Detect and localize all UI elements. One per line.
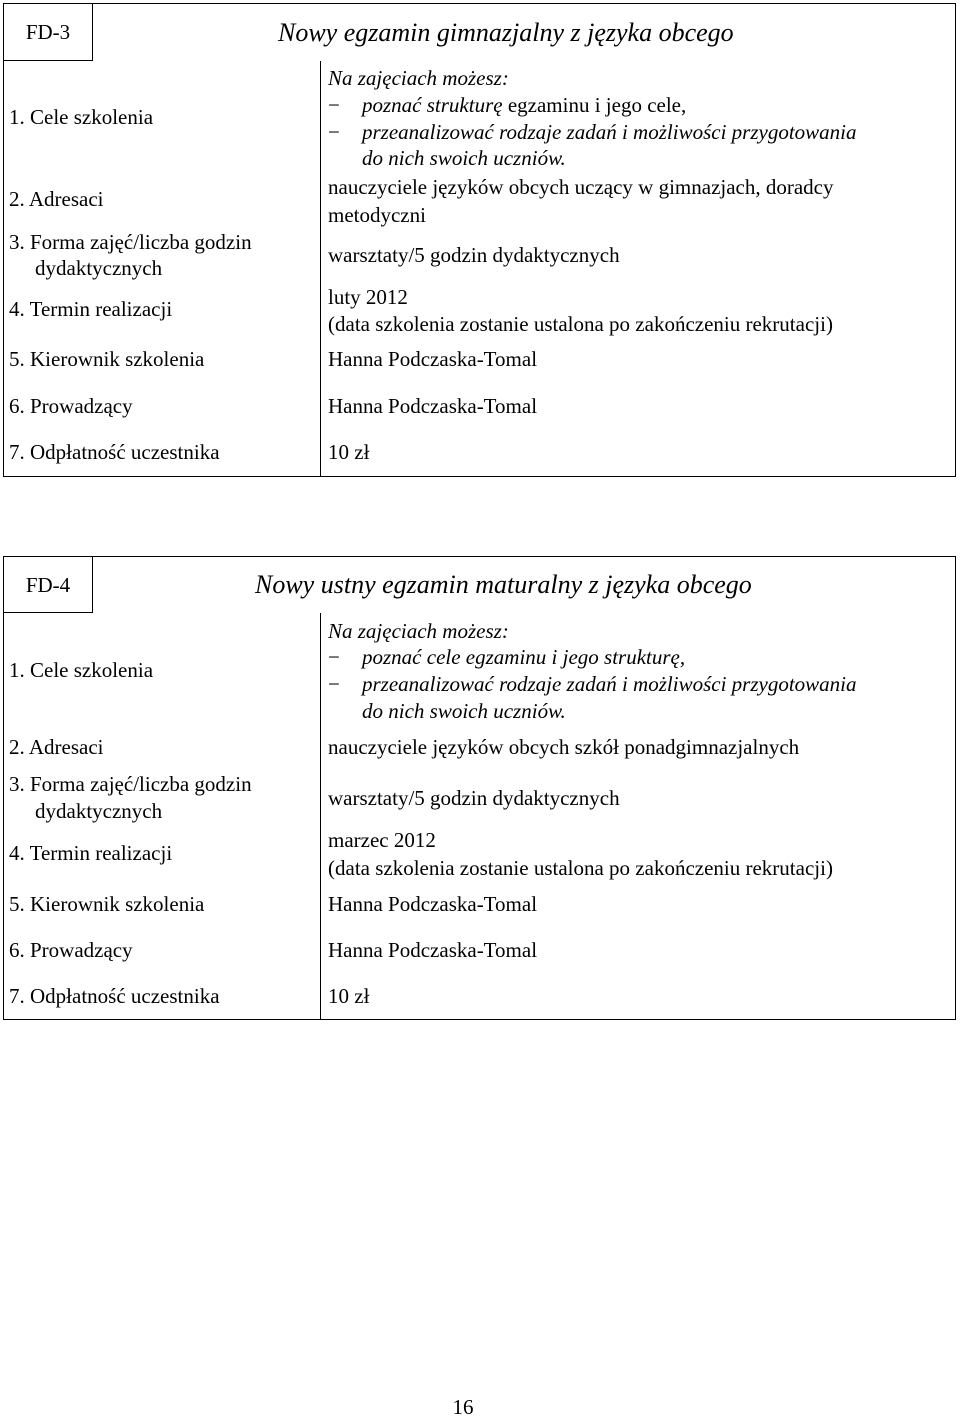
- date-note: (data szkolenia zostanie ustalona po zakończeniu rekrutacji): [328, 856, 833, 880]
- form-value: warsztaty/5 godzin dydaktycznych: [328, 243, 620, 267]
- course-code-cell: [4, 557, 93, 613]
- column-divider: [320, 61, 321, 476]
- form-label-line1: 3. Forma zajęć/liczba godzin: [9, 772, 252, 796]
- course-title: Nowy ustny egzamin maturalny z języka obcego: [255, 570, 752, 599]
- manager-value: Hanna Podczaska-Tomal: [328, 347, 538, 371]
- audience-value: nauczyciele języków obcych szkół ponadgimnazjalnych: [328, 735, 800, 759]
- goal-item-2-cont: do nich swoich uczniów.: [362, 699, 566, 723]
- goal-item-2-cont: do nich swoich uczniów.: [362, 146, 566, 170]
- bullet-dash: −: [328, 120, 340, 144]
- date-label: 4. Termin realizacji: [9, 841, 173, 865]
- manager-value: Hanna Podczaska-Tomal: [328, 892, 538, 916]
- form-label-line1: 3. Forma zajęć/liczba godzin: [9, 230, 252, 254]
- trainer-value: Hanna Podczaska-Tomal: [328, 938, 538, 962]
- goal-item-2: przeanalizować rodzaje zadań i możliwości przygotowania: [362, 672, 857, 696]
- audience-label: 2. Adresaci: [9, 735, 104, 759]
- course-table-fd3: [3, 3, 956, 477]
- manager-label: 5. Kierownik szkolenia: [9, 892, 205, 916]
- audience-label: 2. Adresaci: [9, 187, 104, 211]
- trainer-label: 6. Prowadzący: [9, 938, 133, 962]
- manager-label: 5. Kierownik szkolenia: [9, 347, 205, 371]
- date-label: 4. Termin realizacji: [9, 297, 173, 321]
- goals-intro: Na zajęciach możesz:: [328, 619, 509, 643]
- trainer-label: 6. Prowadzący: [9, 394, 133, 418]
- goal-item-1: poznać cele egzaminu i jego strukturę,: [362, 645, 686, 669]
- goals-label: 1. Cele szkolenia: [9, 105, 154, 129]
- date-note: (data szkolenia zostanie ustalona po zakończeniu rekrutacji): [328, 312, 833, 336]
- fee-value: 10 zł: [328, 984, 370, 1008]
- audience-value-line2: metodyczni: [328, 203, 426, 227]
- course-title: Nowy egzamin gimnazjalny z języka obcego: [278, 17, 734, 47]
- form-value: warsztaty/5 godzin dydaktycznych: [328, 786, 620, 810]
- form-label-line2: dydaktycznych: [35, 799, 163, 823]
- goal-item-2: przeanalizować rodzaje zadań i możliwości przygotowania: [362, 120, 857, 144]
- page-number: 16: [452, 1395, 474, 1419]
- fee-value: 10 zł: [328, 440, 370, 464]
- date-value: marzec 2012: [328, 828, 436, 852]
- goals-intro: Na zajęciach możesz:: [328, 66, 509, 90]
- bullet-dash: −: [328, 93, 340, 117]
- fee-label: 7. Odpłatność uczestnika: [9, 440, 220, 464]
- goals-label: 1. Cele szkolenia: [9, 658, 154, 682]
- fee-label: 7. Odpłatność uczestnika: [9, 984, 220, 1008]
- form-label-line2: dydaktycznych: [35, 256, 163, 280]
- course-code: FD-4: [25, 572, 71, 597]
- course-code: FD-3: [25, 20, 71, 44]
- course-table-fd4: [3, 556, 956, 1020]
- date-value: luty 2012: [328, 285, 408, 309]
- bullet-dash: −: [328, 672, 340, 696]
- audience-value-line1: nauczyciele języków obcych uczący w gimnazjach, doradcy: [328, 175, 834, 199]
- course-code-cell: [4, 4, 93, 61]
- goal-item-1: poznać strukturę egzaminu i jego cele,: [362, 93, 687, 117]
- bullet-dash: −: [328, 645, 340, 669]
- trainer-value: Hanna Podczaska-Tomal: [328, 394, 538, 418]
- column-divider: [320, 613, 321, 1019]
